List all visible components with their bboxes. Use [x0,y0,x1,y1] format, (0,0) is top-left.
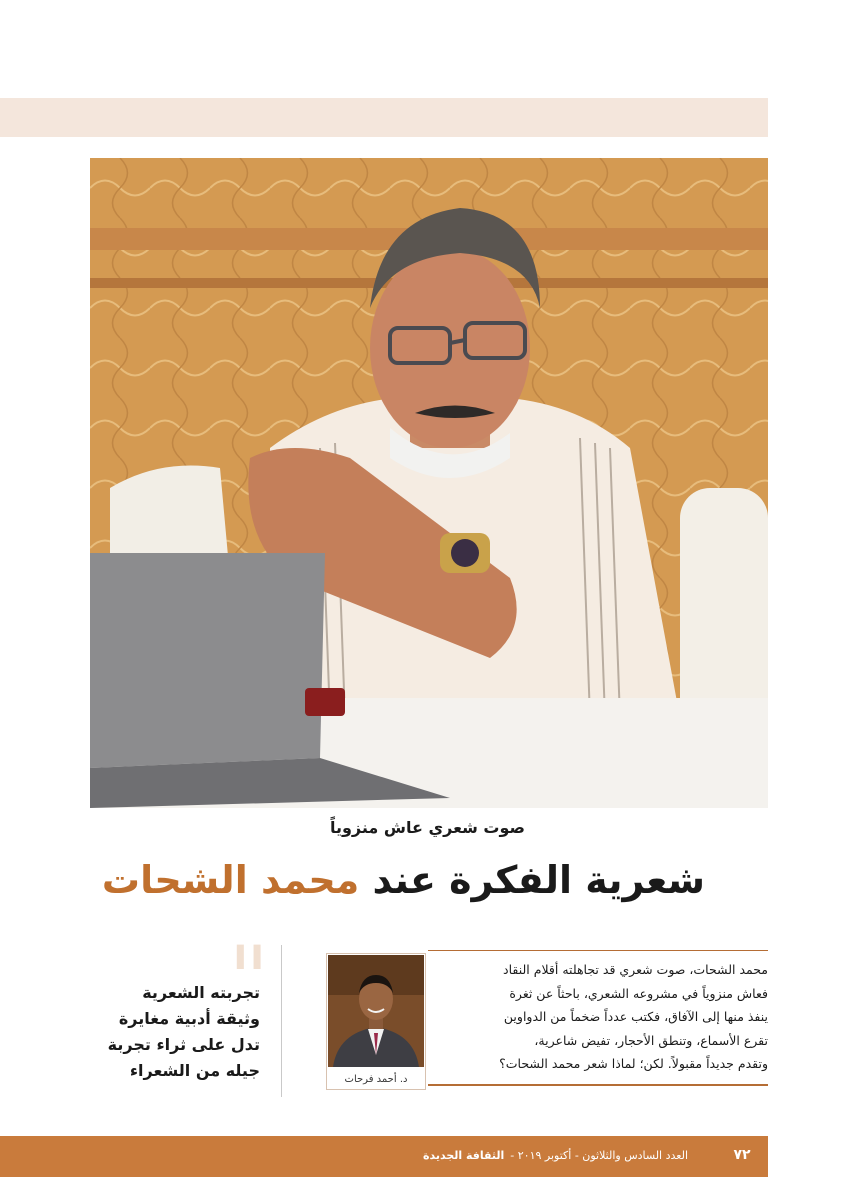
pull-quote [70,980,260,1084]
intro-line: ينفذ منها إلى الآفاق، فكتب عدداً ضخماً من الدواوين [503,1009,768,1024]
pull-quote-line: تدل على ثراء تجربة [107,1035,260,1054]
footer-issue-info [423,1149,688,1162]
author-card [326,953,426,1090]
main-portrait-photo [90,158,768,808]
author-photo [328,955,424,1067]
article-headline [102,858,705,904]
page-number: ٧٢ [733,1147,751,1163]
headline-part2: محمد الشحات [101,858,360,902]
quote-mark-decoration: " [228,927,270,1032]
top-decorative-band [0,98,768,137]
pull-quote-line: تجربته الشعرية [142,983,260,1002]
footer-issue: العدد السادس والثلاثون - أكتوبر ٢٠١٩ - [510,1149,688,1162]
headline-part1: شعرية الفكرة عند [359,858,705,902]
article-kicker: صوت شعري عاش منزوياً [329,818,525,837]
column-divider [281,945,282,1097]
intro-top-rule [428,950,768,951]
pull-quote-line: وثيقة أدبية مغايرة [118,1009,260,1028]
footer-band [0,1136,768,1177]
intro-line: محمد الشحات، صوت شعري قد تجاهلته أقلام النقاد [503,962,768,977]
footer-magazine-name: الثقافة الجديدة [422,1149,505,1162]
intro-line: تقرع الأسماع، وتنطق الأحجار، تفيض شاعرية، [534,1032,768,1048]
intro-line: وتقدم جديداً مقبولاً. لكن؛ لماذا شعر محمد الشحات؟ [499,1056,768,1071]
intro-bottom-rule [428,1084,768,1086]
author-name: د. أحمد فرحات [344,1074,408,1085]
pull-quote-line: جيله من الشعراء [129,1061,260,1080]
article-intro [428,958,768,1076]
intro-line: فعاش منزوياً في مشروعه الشعري، باحثاً عن ثغرة [509,985,768,1001]
